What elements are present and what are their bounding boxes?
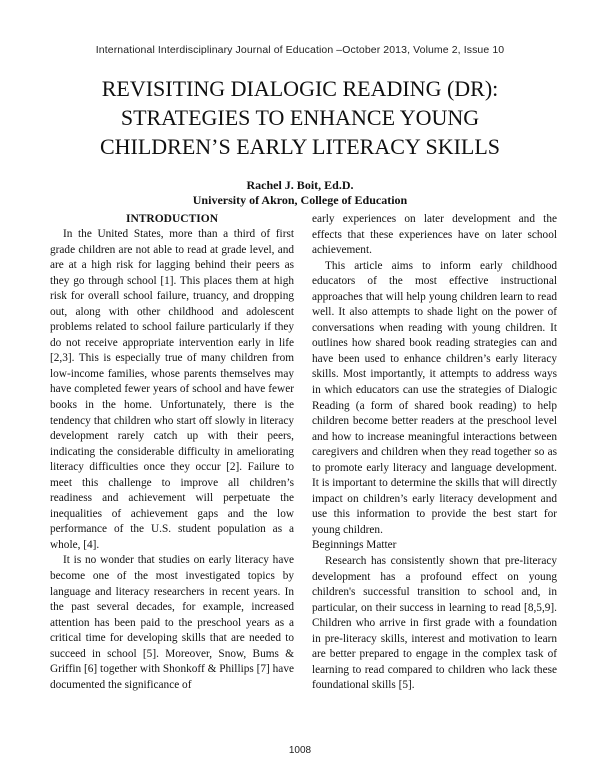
section-heading-introduction: INTRODUCTION [125,213,218,225]
paragraph: This article aims to inform early childhood educators of the most effective instructional approaches that will help young children learn to read well. It also attempts to shade light on the power of conversations when reading with young children. It outlines how shared book reading strategies can and have been used to enhance children’s early literacy skills. Most importantly, it attempts to address ways in which educators can use the strategies of Dialogic Reading (a form of shared book reading) to help children become better readers at the preschool level and how to increase meaningful interactions between caregivers and children when they read together so as to promote early literacy and language development. It is important to determine the skills that will directly impact on children’s early literacy development and use this information to provide the best start for young children. [312,259,557,536]
article-title [40,74,560,161]
page-number: 1008 [288,745,312,756]
author-affiliation: University of Akron, College of Education [192,193,408,207]
journal-header: International Interdisciplinary Journal of Education –October 2013, Volume 2, Issue 10 [95,44,505,56]
author-name: Rachel J. Boit, Ed.D. [246,178,354,192]
paragraph: Research has consistently shown that pre-literacy development has a profound effect on young children's successful transition to school and, in particular, on their success in learning to read [8,5,9]. Children who arrive in first grade with a foundation in pre-literacy skills, interest and motivation to learn are better prepared to engage in the complex task of learning to read compared to children who lack these foundational skills [5]. [312,555,557,692]
right-column [312,212,557,694]
title-line-2: STRATEGIES TO ENHANCE YOUNG [120,105,480,130]
left-column [50,212,294,693]
paragraph: It is no wonder that studies on early literacy have become one of the most investigated topics by language and literacy researchers in recent years. In the past several decades, for example, increased attention has been paid to the preschool years as a critical time for developing skills that are needed to succeed in school [5]. Moreover, Snow, Bums & Griffin [6] together with Shonkoff & Phillips [7] have documented the significance of [50,554,294,691]
paragraph: In the United States, more than a third of first grade children are not able to read at grade level, and are at a high risk for lagging behind their peers as they go through school [1]. This places them at high risk for overall school failure, truancy, and dropping out, along with other childhood and adolescent problems related to school failure particularly if they do not receive appropriate intervention early in life [2,3]. This is especially true of many children from low-income families, whose parents themselves may have completed fewer years of school and have fewer books in the home. Unfortunately, there is the tendency that children who start off slowly in literacy development rarely catch up with their peers, indicating the considerable difficulty in ameliorating literacy difficulties once they occur [2]. Failure to meet this challenge to improve all children’s readiness and achievement will perpetuate the inequalities of achievement gaps and the low performance of the U.S. student population as a whole, [4]. [50,228,294,551]
paragraph: early experiences on later development and the effects that these experiences have on later school achievement. [312,213,557,257]
subheading-beginnings-matter: Beginnings Matter [312,539,397,552]
title-line-1: REVISITING DIALOGIC READING (DR): [101,76,499,101]
title-line-3: CHILDREN’S EARLY LITERACY SKILLS [99,134,501,159]
